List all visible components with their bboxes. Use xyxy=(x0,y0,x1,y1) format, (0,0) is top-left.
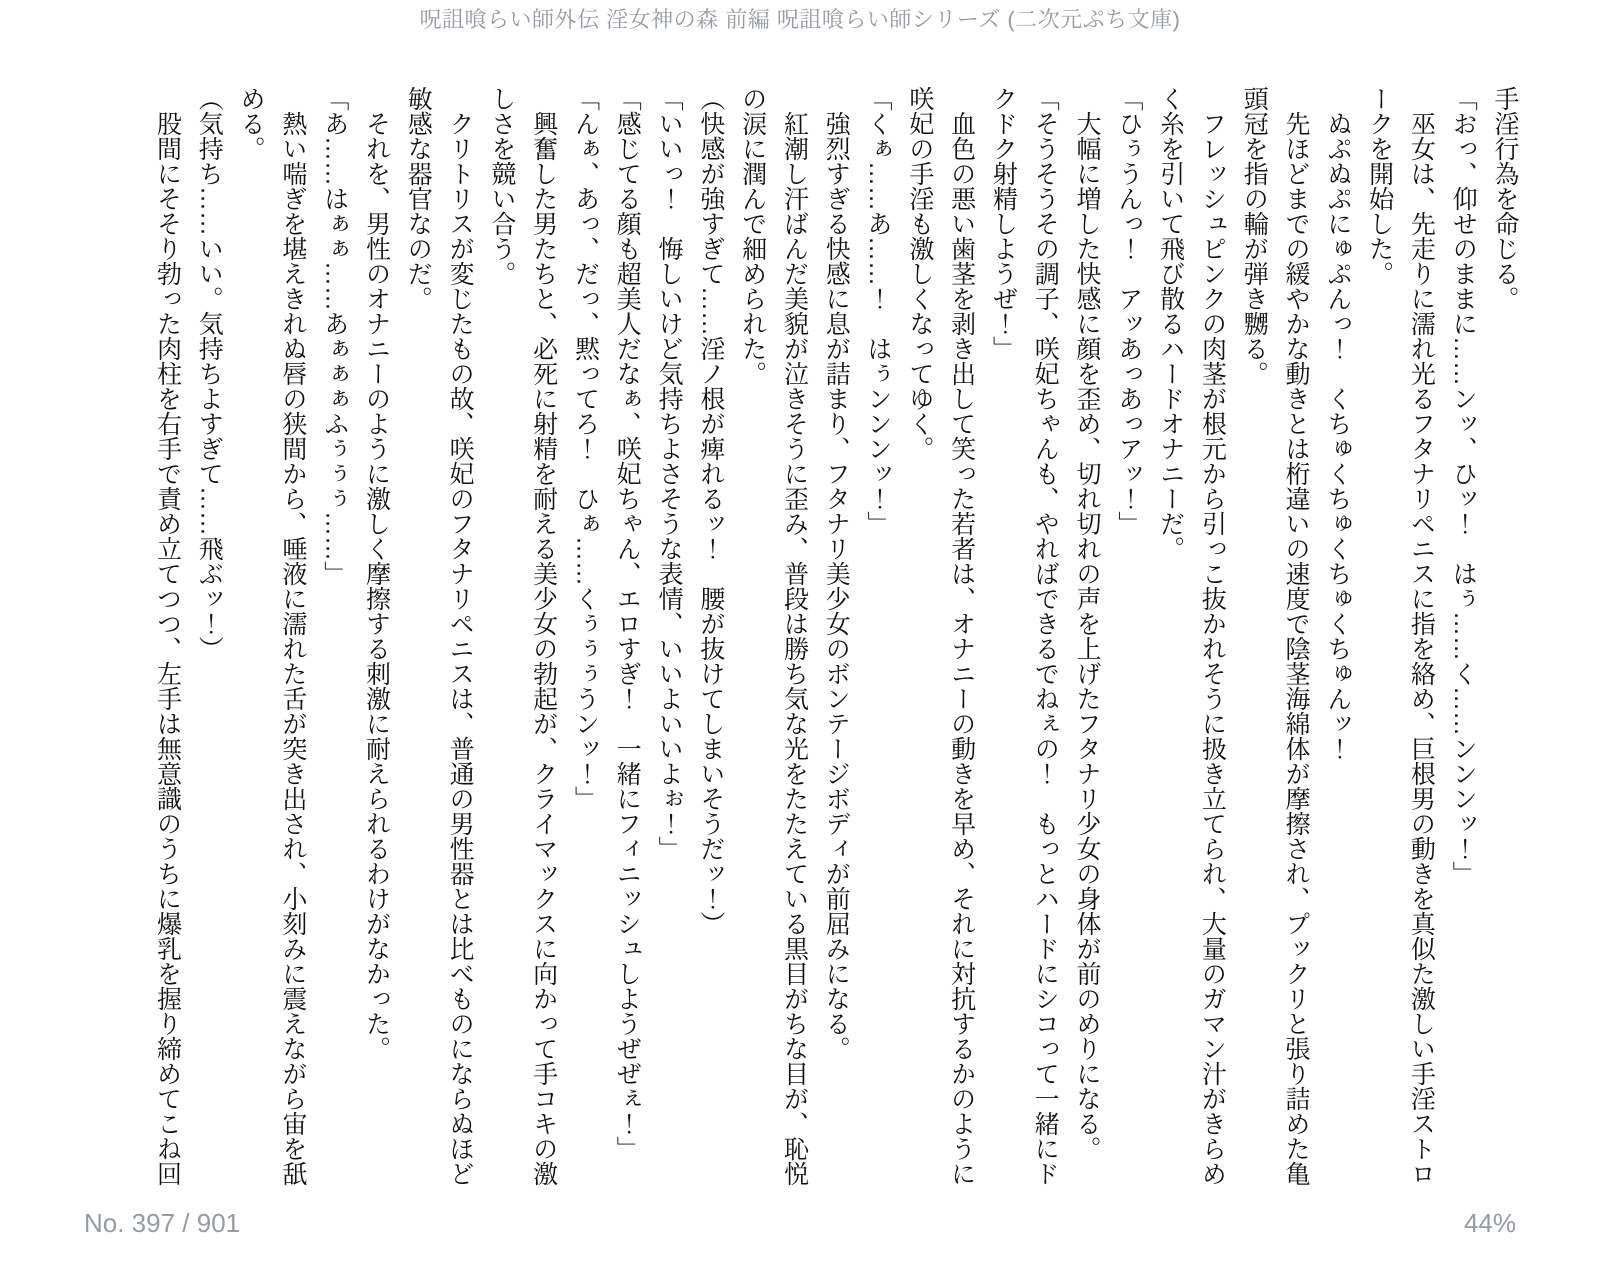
footer-progress: 44% xyxy=(1463,1208,1516,1238)
paragraph: 「感じてる顔も超美人だなぁ、咲妃ちゃん、エロすぎ！ 一緒にフィニッシュしようぜぜぇ！」 xyxy=(613,86,642,1161)
paragraph: 熱い喘ぎを堪えきれぬ唇の狭間から、唾液に濡れた舌が突き出され、小刻みに震えながら宙を舐める。 xyxy=(237,86,307,1186)
paragraph: 股間にそそり勃った肉柱を右手で責め立てつつ、左手は無意識のうちに爆乳を握り締めてこね回 xyxy=(153,86,182,1186)
reader-footer xyxy=(84,1208,1516,1248)
paragraph: 手淫行為を命じる。 xyxy=(1491,86,1519,311)
paragraph: 強烈すぎる快感に息が詰まり、フタナリ美少女のボンテージボディが前屈みになる。 xyxy=(822,86,851,1061)
paragraph: ぬぷぬぷにゅぷんっ！ くちゅくちゅくちゅくちゅんッ！ xyxy=(1323,86,1352,761)
paragraph: フレッシュピンクの肉茎が根元から引っこ抜かれそうに扱き立てられ、大量のガマン汁がきらめく糸を引いて飛び散るハードオナニーだ。 xyxy=(1156,86,1227,1186)
paragraph: 「いいっ！ 悔しいけど気持ちよさそうな表情、いいよいいよぉ！」 xyxy=(655,86,684,861)
book-title: 呪詛喰らい師外伝 淫女神の森 前編 呪詛喰らい師シリーズ (二次元ぷち文庫) xyxy=(419,7,1181,32)
paragraph: 紅潮し汗ばんだ美貌が泣きそうに歪み、普段は勝ち気な光をたたえている黒目がちな目が、恥悦の涙に潤んで細められた。 xyxy=(738,86,809,1186)
paragraph: 大幅に増した快感に顔を歪め、切れ切れの声を上げたフタナリ少女の身体が前のめりになる。 xyxy=(1073,86,1102,1161)
paragraph: 「あ……はぁぁ……あぁぁぁふぅぅぅ……」 xyxy=(320,86,349,586)
paragraph: クリトリスが変じたもの故、咲妃のフタナリペニスは、普通の男性器とは比べものにならぬほど敏感な器官なのだ。 xyxy=(404,86,475,1186)
paragraph: それを、男性のオナニーのように激しく摩擦する刺激に耐えられるわけがなかった。 xyxy=(362,86,391,1061)
paragraph: 「ひぅうんっ！ アッあっあっアッ！」 xyxy=(1114,86,1143,536)
footer-location: No. 397 / 901 xyxy=(84,1208,241,1238)
paragraph: 「んぁ、あっ、だっ、黙ってろ！ ひぁ……くぅぅぅうンッ！」 xyxy=(571,86,600,811)
paragraph: 血色の悪い歯茎を剥き出して笑った若者は、オナニーの動きを早め、それに対抗するかのように咲妃の手淫も激しくなってゆく。 xyxy=(905,86,976,1186)
paragraph: 「そうそうその調子、咲妃ちゃんも、やればできるでねぇの！ もっとハードにシコって一緒にドクドク射精しようぜ！」 xyxy=(989,86,1060,1186)
paragraph: （快感が強すぎて……淫ノ根が痺れるッ！ 腰が抜けてしまいそうだッ！） xyxy=(696,86,725,936)
paragraph: 興奮した男たちと、必死に射精を耐える美少女の勃起が、クライマックスに向かって手コキの激しさを競い合う。 xyxy=(487,86,558,1186)
paragraph: 「おっ、仰せのままに……ンッ、ひッ！ はぅ……く……ンンンッ！」 xyxy=(1449,86,1478,886)
paragraph: 「くぁ……あ……！ はぅンンンッ！」 xyxy=(864,86,893,536)
paragraph: 先ほどまでの緩やかな動きとは桁違いの速度で陰茎海綿体が摩擦され、プックリと張り詰めた亀頭冠を指の輪が弾き嬲る。 xyxy=(1240,86,1311,1186)
paragraph: （気持ち……いい。気持ちよすぎて……飛ぶッ！） xyxy=(195,86,224,661)
paragraph: 巫女は、先走りに濡れ光るフタナリペニスに指を絡め、巨根男の動きを真似た激しい手淫ストロークを開始した。 xyxy=(1365,86,1436,1186)
page-text[interactable] xyxy=(95,86,1525,1190)
